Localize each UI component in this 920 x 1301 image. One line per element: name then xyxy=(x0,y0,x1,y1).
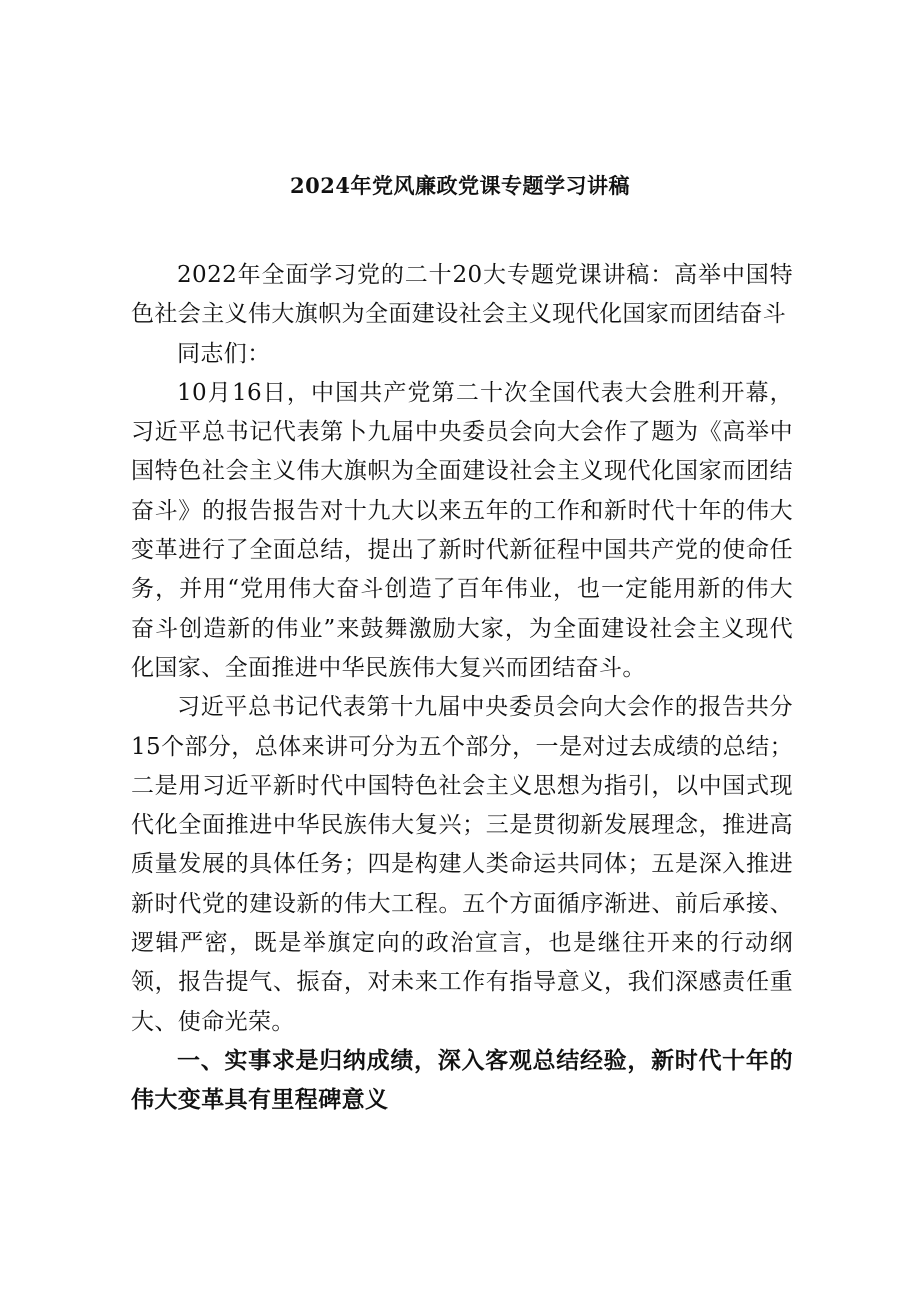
salutation-paragraph: 同志们： xyxy=(177,340,271,367)
intro-paragraph: 2022年全面学习党的二十20大专题党课讲稿：高举中国特色社会主义伟大旗帜为全面建设社会主义现代化国家而团结奋斗 xyxy=(131,262,793,328)
report-structure-paragraph: 习近平总书记代表第十九届中央委员会向大会作的报告共分15个部分，总体来讲可分为五个部分，一是对过去成绩的总结；二是用习近平新时代中国特色社会主义思想为指引，以中国式现代化全面推进中华民族伟大复兴；三是贯彻新发展理念，推进高质量发展的具体任务；四是构建人类命运共同体；五是深入推进新时代党的建设新的伟大工程。五个方面循序渐进、前后承接、逻辑严密，既是举旗定向的政治宣言，也是继往开来的行动纲领，报告提气、振奋，对未来工作有指导意义，我们深感责任重大、使命光荣。 xyxy=(131,694,793,1035)
opening-paragraph: 10月16日，中国共产党第二十次全国代表大会胜利开幕，习近平总书记代表第卜九届中央委员会向大会作了题为《高举中国特色社会主义伟大旗帜为全面建设社会主义现代化国家而团结奋斗》的报告报告对十九大以来五年的工作和新时代十年的伟大变革进行了全面总结，提出了新时代新征程中国共产党的使命任务，并用“党用伟大奋斗创造了百年伟业，也一定能用新的伟大奋斗创造新的伟业”来鼓舞激励大家，为全面建设社会主义现代化国家、全面推进中华民族伟大复兴而团结奋斗。 xyxy=(131,379,793,681)
document-body xyxy=(131,256,793,1121)
section-heading-1: 一、实事求是归纳成绩，深入客观总结经验，新时代十年的伟大变革具有里程碑意义 xyxy=(131,1047,793,1114)
document-title: 2024年党风廉政党课专题学习讲稿 xyxy=(290,173,630,198)
